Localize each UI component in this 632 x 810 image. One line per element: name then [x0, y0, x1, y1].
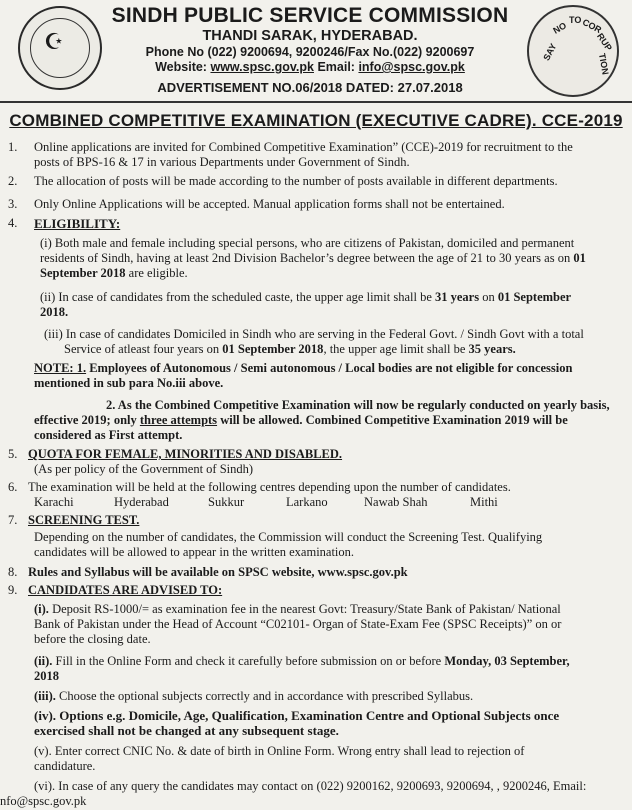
org-address: THANDI SARAK, HYDERABAD.: [202, 28, 418, 44]
screening-line-2: candidates will be allowed to appear in the written examination.: [34, 545, 355, 559]
eligibility-i-line-1: (i) Both male and female including special persons, who are citizens of Pakistan, domiciled and permanent: [40, 236, 575, 250]
website-label: Website:: [155, 60, 207, 74]
note-2-line-1: 2. As the Combined Competitive Examination will now be regularly conducted on yearly basis,: [106, 398, 610, 412]
centre-larkano: Larkano: [286, 495, 328, 509]
centre-nawab-shah: Nawab Shah: [364, 495, 428, 509]
advice-iv-line-1: (iv). Options e.g. Domicile, Age, Qualification, Examination Centre and Optional Subjects once: [34, 708, 560, 723]
advice-ii-line-2: 2018: [34, 669, 59, 683]
eligibility-heading: ELIGIBILITY:: [34, 216, 121, 231]
quota-heading: QUOTA FOR FEMALE, MINORITIES AND DISABLED.: [28, 447, 343, 461]
advice-v-line-1: (v). Enter correct CNIC No. & date of birth in Online Form. Wrong entry shall lead to rejection of: [34, 744, 525, 758]
item-number: 9.: [8, 583, 18, 597]
header-divider: [0, 101, 632, 103]
eligibility-ii-line-1: (ii) In case of candidates from the scheduled caste, the upper age limit shall be 31 years on 01 September: [40, 290, 572, 304]
item-number: 5.: [8, 447, 18, 461]
say-no-to-corruption-stamp: SAY NO TO COR RUP TION: [527, 5, 619, 97]
item-1-line-1: Online applications are invited for Combined Competitive Examination” (CCE)-2019 for recruitment to the: [34, 140, 573, 154]
centre-mithi: Mithi: [470, 495, 498, 509]
item-number: 1.: [8, 140, 18, 154]
eligibility-iii-line-1: (iii) In case of candidates Domiciled in Sindh who are serving in the Federal Govt. / Sindh Govt with a total: [44, 327, 584, 341]
item-number: 3.: [8, 197, 18, 211]
advertisement-number: ADVERTISEMENT NO.06/2018 DATED: 27.07.2018: [157, 80, 463, 95]
item-3-text: Only Online Applications will be accepted. Manual application forms shall not be entertained.: [34, 197, 505, 211]
item-number: 7.: [8, 513, 18, 527]
spsc-seal-logo: [18, 6, 102, 90]
eligibility-i-line-3: September 2018 are eligible.: [40, 266, 188, 280]
email-label: Email:: [317, 60, 355, 74]
eligibility-i-line-2: residents of Sindh, having at least 2nd Division Bachelor’s degree between the age of 21 to 30 years as on 01: [40, 251, 586, 265]
item-1-line-2: posts of BPS-16 & 17 in various Departments under Government of Sindh.: [34, 155, 410, 169]
advice-i-line-2: Bank of Pakistan under the Head of Account “C02101- Organ of State-Exam Fee (SPSC Receipts)” on or: [34, 617, 562, 631]
advice-vi-line-1: (vi). In case of any query the candidates may contact on (022) 9200162, 9200693, 9200694, , 9200246, Email:: [34, 779, 587, 793]
item-2-text: The allocation of posts will be made according to the number of posts available in different departments.: [34, 174, 558, 188]
advice-vi-email[interactable]: nfo@spsc.gov.pk: [0, 794, 87, 808]
note-1-line-1: NOTE: 1. Employees of Autonomous / Semi autonomous / Local bodies are not eligible for concession: [34, 361, 573, 375]
eligibility-ii-line-2: 2018.: [40, 305, 69, 319]
org-phone: Phone No (022) 9200694, 9200246/Fax No.(022) 9200697: [145, 45, 475, 59]
seal-emblem-icon: ☪: [44, 30, 64, 55]
item-number: 4.: [8, 216, 18, 230]
advice-v-line-2: candidature.: [34, 759, 96, 773]
org-name: SINDH PUBLIC SERVICE COMMISSION: [111, 4, 509, 27]
item-number: 6.: [8, 480, 18, 494]
note-2-line-2: effective 2019; only three attempts will be allowed. Combined Competitive Examination 2019 will be: [34, 413, 568, 427]
item-number: 2.: [8, 174, 18, 188]
eligibility-iii-line-2: Service of atleast four years on 01 September 2018, the upper age limit shall be 35 years.: [64, 342, 516, 356]
advice-i-line-1: (i). Deposit RS-1000/= as examination fee in the nearest Govt: Treasury/State Bank of Pakistan/ National: [34, 602, 561, 616]
advice-i-line-3: before the closing date.: [34, 632, 151, 646]
centre-sukkur: Sukkur: [208, 495, 245, 509]
rules-syllabus-text: Rules and Syllabus will be available on SPSC website, www.spsc.gov.pk: [28, 565, 408, 579]
note-2-line-3: considered as First attempt.: [34, 428, 183, 442]
quota-text: (As per policy of the Government of Sindh): [34, 462, 254, 476]
website-link[interactable]: www.spsc.gov.pk: [210, 60, 314, 74]
advice-ii-line-1: (ii). Fill in the Online Form and check it carefully before submission on or before Monday, 03 September,: [34, 654, 570, 668]
centre-hyderabad: Hyderabad: [114, 495, 169, 509]
item-number: 8.: [8, 565, 18, 579]
email-link[interactable]: info@spsc.gov.pk: [358, 60, 465, 74]
advice-iv-line-2: exercised shall not be changed at any subsequent stage.: [34, 723, 339, 738]
centre-karachi: Karachi: [34, 495, 74, 509]
advice-iii-text: (iii). Choose the optional subjects correctly and in accordance with prescribed Syllabus.: [34, 689, 474, 703]
screening-heading: SCREENING TEST.: [28, 513, 140, 527]
advised-heading: CANDIDATES ARE ADVISED TO:: [28, 583, 223, 597]
screening-line-1: Depending on the number of candidates, the Commission will conduct the Screening Test. Qualifying: [34, 530, 543, 544]
note-1-line-2: mentioned in sub para No.iii above.: [34, 376, 224, 390]
centres-text: The examination will be held at the following centres depending upon the number of candidates.: [28, 480, 511, 494]
letterhead: [110, 4, 510, 95]
page-title: COMBINED COMPETITIVE EXAMINATION (EXECUTIVE CADRE). CCE-2019: [9, 111, 623, 130]
org-contact-line: [110, 60, 510, 75]
